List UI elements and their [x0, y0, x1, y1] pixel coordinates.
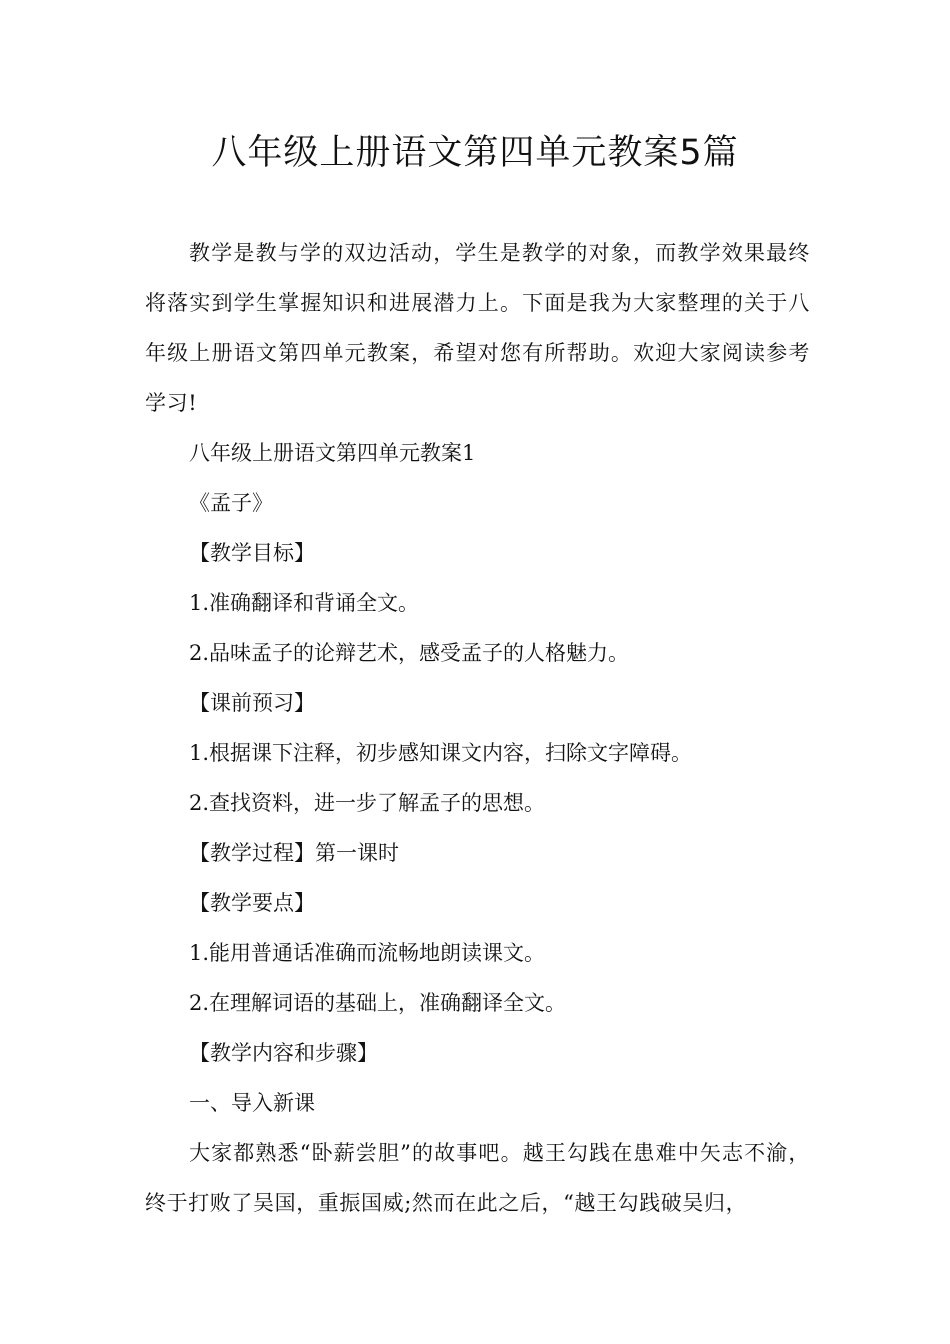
- heading-teaching-process: 【教学过程】第一课时: [189, 841, 399, 865]
- heading-teaching-goals: 【教学目标】: [189, 541, 315, 565]
- section-heading-lesson-1: 八年级上册语文第四单元教案1: [189, 441, 476, 465]
- heading-content-steps: 【教学内容和步骤】: [189, 1041, 378, 1065]
- preview-item-1: 1.根据课下注释，初步感知课文内容，扫除文字障碍。: [189, 741, 693, 765]
- story-paragraph: 大家都熟悉“卧薪尝胆”的故事吧。越王勾践在患难中矢志不渝，终于打败了吴国，重振国威;然而在此之后，“越王勾践破吴归，: [145, 1141, 810, 1215]
- intro-paragraph: 教学是教与学的双边活动，学生是教学的对象，而教学效果最终将落实到学生掌握知识和进展潜力上。下面是我为大家整理的关于八年级上册语文第四单元教案，希望对您有所帮助。欢迎大家阅读参考学习!: [145, 241, 810, 415]
- step-heading-1: 一、导入新课: [189, 1091, 315, 1115]
- document-title: 八年级上册语文第四单元教案5篇: [211, 133, 739, 173]
- goal-item-1: 1.准确翻译和背诵全文。: [189, 591, 420, 615]
- document-body: [145, 228, 810, 1228]
- goal-item-2: 2.品味孟子的论辩艺术，感受孟子的人格魅力。: [189, 641, 630, 665]
- heading-preview: 【课前预习】: [189, 691, 315, 715]
- key-point-item-1: 1.能用普通话准确而流畅地朗读课文。: [189, 941, 546, 965]
- heading-key-points: 【教学要点】: [189, 891, 315, 915]
- key-point-item-2: 2.在理解词语的基础上，准确翻译全文。: [189, 991, 567, 1015]
- preview-item-2: 2.查找资料，进一步了解孟子的思想。: [189, 791, 546, 815]
- lesson-title: 《孟子》: [189, 491, 273, 515]
